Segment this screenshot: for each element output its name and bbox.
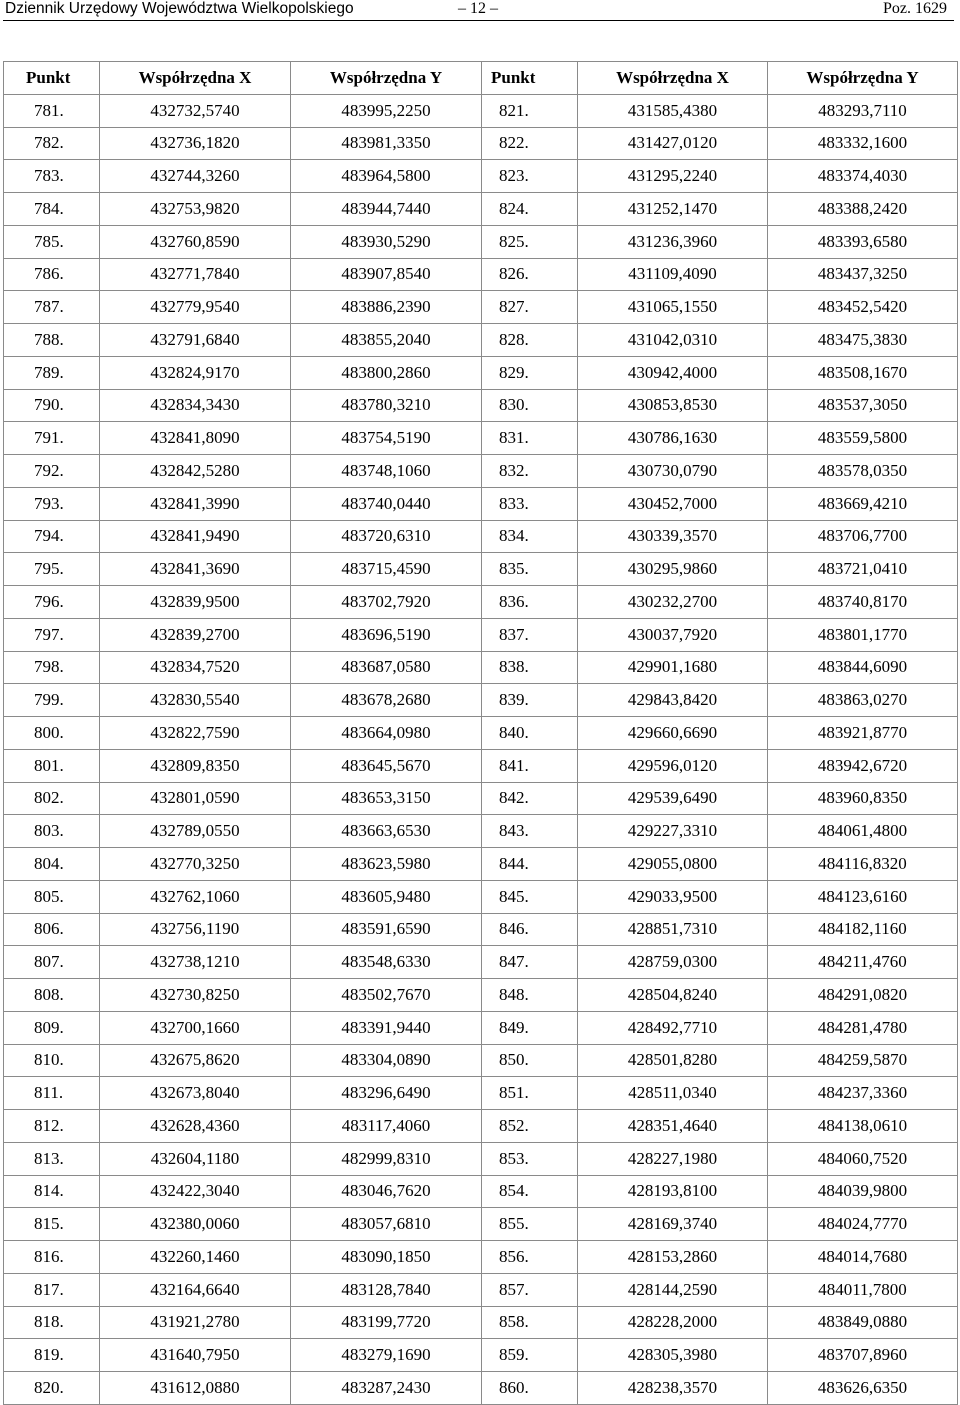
coord-x: 432756,1190 xyxy=(100,913,291,946)
point-number: 836. xyxy=(482,586,578,619)
coord-x: 431612,0880 xyxy=(100,1372,291,1405)
coord-x: 432422,3040 xyxy=(100,1175,291,1208)
coord-y: 484039,9800 xyxy=(768,1175,958,1208)
coord-y: 484281,4780 xyxy=(768,1011,958,1044)
point-number: 849. xyxy=(482,1011,578,1044)
coord-y: 483374,4030 xyxy=(768,160,958,193)
coord-y: 483475,3830 xyxy=(768,324,958,357)
point-number: 843. xyxy=(482,815,578,848)
table-row xyxy=(4,1142,958,1175)
table-header-row xyxy=(4,62,958,95)
point-number: 859. xyxy=(482,1339,578,1372)
coord-x: 431065,1550 xyxy=(578,291,768,324)
point-number: 792. xyxy=(4,455,100,488)
coord-x: 431585,4380 xyxy=(578,94,768,127)
point-number: 786. xyxy=(4,258,100,291)
header-point-2: Punkt xyxy=(482,62,578,95)
table-row xyxy=(4,1011,958,1044)
coord-y: 483669,4210 xyxy=(768,487,958,520)
coord-x: 432771,7840 xyxy=(100,258,291,291)
coord-x: 432700,1660 xyxy=(100,1011,291,1044)
table-row xyxy=(4,520,958,553)
coord-x: 430295,9860 xyxy=(578,553,768,586)
coord-x: 432841,3990 xyxy=(100,487,291,520)
point-number: 823. xyxy=(482,160,578,193)
coord-x: 432839,2700 xyxy=(100,618,291,651)
point-number: 832. xyxy=(482,455,578,488)
coord-y: 483057,6810 xyxy=(291,1208,482,1241)
point-number: 782. xyxy=(4,127,100,160)
point-number: 824. xyxy=(482,193,578,226)
coord-x: 432791,6840 xyxy=(100,324,291,357)
table-row xyxy=(4,782,958,815)
point-number: 829. xyxy=(482,356,578,389)
point-number: 853. xyxy=(482,1142,578,1175)
coord-y: 483559,5800 xyxy=(768,422,958,455)
coord-x: 431921,2780 xyxy=(100,1306,291,1339)
table-row xyxy=(4,848,958,881)
coord-x: 429033,9500 xyxy=(578,880,768,913)
coord-y: 483740,8170 xyxy=(768,586,958,619)
coord-y: 483605,9480 xyxy=(291,880,482,913)
table-row xyxy=(4,1077,958,1110)
coord-x: 430037,7920 xyxy=(578,618,768,651)
coord-y: 483537,3050 xyxy=(768,389,958,422)
coord-x: 432673,8040 xyxy=(100,1077,291,1110)
header-coord-y-1: Współrzędna Y xyxy=(291,62,482,95)
table-row xyxy=(4,946,958,979)
coord-x: 432762,1060 xyxy=(100,880,291,913)
coord-y: 483964,5800 xyxy=(291,160,482,193)
table-row xyxy=(4,1241,958,1274)
table-row xyxy=(4,1044,958,1077)
coord-y: 483128,7840 xyxy=(291,1273,482,1306)
coord-y: 483801,1770 xyxy=(768,618,958,651)
coord-y: 484116,8320 xyxy=(768,848,958,881)
coord-x: 432753,9820 xyxy=(100,193,291,226)
point-number: 791. xyxy=(4,422,100,455)
coord-x: 428305,3980 xyxy=(578,1339,768,1372)
coord-y: 483046,7620 xyxy=(291,1175,482,1208)
point-number: 851. xyxy=(482,1077,578,1110)
coord-x: 428511,0340 xyxy=(578,1077,768,1110)
table-row xyxy=(4,618,958,651)
coord-x: 432834,3430 xyxy=(100,389,291,422)
coord-x: 431236,3960 xyxy=(578,225,768,258)
coord-x: 432801,0590 xyxy=(100,782,291,815)
coord-y: 483944,7440 xyxy=(291,193,482,226)
coord-y: 484182,1160 xyxy=(768,913,958,946)
coord-y: 483748,1060 xyxy=(291,455,482,488)
coord-y: 483591,6590 xyxy=(291,913,482,946)
coord-x: 432738,1210 xyxy=(100,946,291,979)
point-number: 797. xyxy=(4,618,100,651)
point-number: 781. xyxy=(4,94,100,127)
point-number: 794. xyxy=(4,520,100,553)
coord-y: 484011,7800 xyxy=(768,1273,958,1306)
coord-y: 483578,0350 xyxy=(768,455,958,488)
table-row xyxy=(4,1306,958,1339)
coord-y: 483930,5290 xyxy=(291,225,482,258)
table-row xyxy=(4,684,958,717)
coord-x: 429055,0800 xyxy=(578,848,768,881)
point-number: 819. xyxy=(4,1339,100,1372)
coord-y: 484061,4800 xyxy=(768,815,958,848)
coord-x: 430232,2700 xyxy=(578,586,768,619)
coord-x: 428193,8100 xyxy=(578,1175,768,1208)
table-row xyxy=(4,1339,958,1372)
coord-x: 428759,0300 xyxy=(578,946,768,979)
table-row xyxy=(4,651,958,684)
coord-y: 483199,7720 xyxy=(291,1306,482,1339)
coord-y: 483844,6090 xyxy=(768,651,958,684)
coord-x: 432789,0550 xyxy=(100,815,291,848)
coord-x: 432841,3690 xyxy=(100,553,291,586)
coord-x: 431042,0310 xyxy=(578,324,768,357)
point-number: 806. xyxy=(4,913,100,946)
point-number: 803. xyxy=(4,815,100,848)
coord-x: 431295,2240 xyxy=(578,160,768,193)
coord-y: 483907,8540 xyxy=(291,258,482,291)
table-row xyxy=(4,193,958,226)
point-number: 800. xyxy=(4,717,100,750)
header-coord-x-2: Współrzędna X xyxy=(578,62,768,95)
coord-y: 483863,0270 xyxy=(768,684,958,717)
coord-y: 483687,0580 xyxy=(291,651,482,684)
point-number: 802. xyxy=(4,782,100,815)
coord-y: 483626,6350 xyxy=(768,1372,958,1405)
coord-y: 483721,0410 xyxy=(768,553,958,586)
coord-x: 430786,1630 xyxy=(578,422,768,455)
coord-y: 483678,2680 xyxy=(291,684,482,717)
point-number: 796. xyxy=(4,586,100,619)
coord-y: 483645,5670 xyxy=(291,749,482,782)
coord-y: 484060,7520 xyxy=(768,1142,958,1175)
table-row xyxy=(4,94,958,127)
point-number: 839. xyxy=(482,684,578,717)
point-number: 808. xyxy=(4,979,100,1012)
table-body xyxy=(4,94,958,1404)
coord-y: 483800,2860 xyxy=(291,356,482,389)
point-number: 846. xyxy=(482,913,578,946)
point-number: 840. xyxy=(482,717,578,750)
point-number: 799. xyxy=(4,684,100,717)
coord-y: 483942,6720 xyxy=(768,749,958,782)
coord-y: 483393,6580 xyxy=(768,225,958,258)
point-number: 830. xyxy=(482,389,578,422)
header-coord-y-2: Współrzędna Y xyxy=(768,62,958,95)
table-row xyxy=(4,324,958,357)
point-number: 789. xyxy=(4,356,100,389)
coord-y: 483960,8350 xyxy=(768,782,958,815)
coord-y: 483696,5190 xyxy=(291,618,482,651)
coord-x: 429227,3310 xyxy=(578,815,768,848)
page-number: – 12 – xyxy=(458,0,498,17)
point-number: 858. xyxy=(482,1306,578,1339)
table-row xyxy=(4,586,958,619)
coord-x: 431252,1470 xyxy=(578,193,768,226)
coord-x: 428501,8280 xyxy=(578,1044,768,1077)
table-row xyxy=(4,1110,958,1143)
coord-x: 432604,1180 xyxy=(100,1142,291,1175)
coordinates-table xyxy=(3,61,958,1405)
coord-x: 429660,6690 xyxy=(578,717,768,750)
point-number: 785. xyxy=(4,225,100,258)
coord-x: 430730,0790 xyxy=(578,455,768,488)
coord-y: 483663,6530 xyxy=(291,815,482,848)
coord-y: 483702,7920 xyxy=(291,586,482,619)
coord-x: 428153,2860 xyxy=(578,1241,768,1274)
coord-y: 483293,7110 xyxy=(768,94,958,127)
point-number: 812. xyxy=(4,1110,100,1143)
coord-x: 432842,5280 xyxy=(100,455,291,488)
point-number: 804. xyxy=(4,848,100,881)
coord-y: 483117,4060 xyxy=(291,1110,482,1143)
point-number: 811. xyxy=(4,1077,100,1110)
point-number: 852. xyxy=(482,1110,578,1143)
coord-x: 431109,4090 xyxy=(578,258,768,291)
point-number: 827. xyxy=(482,291,578,324)
point-number: 795. xyxy=(4,553,100,586)
coord-x: 429539,6490 xyxy=(578,782,768,815)
point-number: 820. xyxy=(4,1372,100,1405)
coord-x: 432744,3260 xyxy=(100,160,291,193)
coord-y: 484237,3360 xyxy=(768,1077,958,1110)
coord-x: 432675,8620 xyxy=(100,1044,291,1077)
coord-y: 484138,0610 xyxy=(768,1110,958,1143)
coord-x: 428228,2000 xyxy=(578,1306,768,1339)
point-number: 805. xyxy=(4,880,100,913)
coord-y: 483304,0890 xyxy=(291,1044,482,1077)
coord-y: 483502,7670 xyxy=(291,979,482,1012)
coord-y: 483296,6490 xyxy=(291,1077,482,1110)
point-number: 833. xyxy=(482,487,578,520)
coord-y: 482999,8310 xyxy=(291,1142,482,1175)
coord-x: 432730,8250 xyxy=(100,979,291,1012)
coord-x: 429901,1680 xyxy=(578,651,768,684)
point-number: 825. xyxy=(482,225,578,258)
coord-x: 428227,1980 xyxy=(578,1142,768,1175)
table-row xyxy=(4,815,958,848)
page-header xyxy=(0,0,960,22)
table-row xyxy=(4,422,958,455)
coord-y: 483981,3350 xyxy=(291,127,482,160)
point-number: 828. xyxy=(482,324,578,357)
point-number: 787. xyxy=(4,291,100,324)
coord-x: 432830,5540 xyxy=(100,684,291,717)
point-number: 850. xyxy=(482,1044,578,1077)
header-coord-x-1: Współrzędna X xyxy=(100,62,291,95)
coord-y: 483707,8960 xyxy=(768,1339,958,1372)
coord-x: 431640,7950 xyxy=(100,1339,291,1372)
table-row xyxy=(4,1175,958,1208)
point-number: 837. xyxy=(482,618,578,651)
point-number: 845. xyxy=(482,880,578,913)
coord-x: 432164,6640 xyxy=(100,1273,291,1306)
coord-x: 432770,3250 xyxy=(100,848,291,881)
table-row xyxy=(4,749,958,782)
coord-x: 432841,8090 xyxy=(100,422,291,455)
point-number: 784. xyxy=(4,193,100,226)
coord-y: 484014,7680 xyxy=(768,1241,958,1274)
coord-y: 484123,6160 xyxy=(768,880,958,913)
coord-x: 432260,1460 xyxy=(100,1241,291,1274)
point-number: 801. xyxy=(4,749,100,782)
coord-x: 432732,5740 xyxy=(100,94,291,127)
point-number: 855. xyxy=(482,1208,578,1241)
point-number: 838. xyxy=(482,651,578,684)
coord-x: 432839,9500 xyxy=(100,586,291,619)
table-row xyxy=(4,160,958,193)
coord-x: 432736,1820 xyxy=(100,127,291,160)
coord-x: 432841,9490 xyxy=(100,520,291,553)
coord-y: 483508,1670 xyxy=(768,356,958,389)
point-number: 813. xyxy=(4,1142,100,1175)
table-row xyxy=(4,291,958,324)
coord-y: 483754,5190 xyxy=(291,422,482,455)
coord-y: 483548,6330 xyxy=(291,946,482,979)
coord-x: 428144,2590 xyxy=(578,1273,768,1306)
coord-x: 428238,3570 xyxy=(578,1372,768,1405)
point-number: 844. xyxy=(482,848,578,881)
coord-y: 483279,1690 xyxy=(291,1339,482,1372)
table-row xyxy=(4,553,958,586)
table-row xyxy=(4,1208,958,1241)
point-number: 854. xyxy=(482,1175,578,1208)
coord-y: 483921,8770 xyxy=(768,717,958,750)
coord-y: 483090,1850 xyxy=(291,1241,482,1274)
coord-y: 483720,6310 xyxy=(291,520,482,553)
point-number: 826. xyxy=(482,258,578,291)
coord-y: 484291,0820 xyxy=(768,979,958,1012)
table-row xyxy=(4,455,958,488)
coord-y: 483706,7700 xyxy=(768,520,958,553)
point-number: 809. xyxy=(4,1011,100,1044)
coord-y: 483653,3150 xyxy=(291,782,482,815)
coord-x: 428851,7310 xyxy=(578,913,768,946)
coord-y: 483391,9440 xyxy=(291,1011,482,1044)
point-number: 842. xyxy=(482,782,578,815)
table-row xyxy=(4,389,958,422)
point-number: 798. xyxy=(4,651,100,684)
coord-y: 483780,3210 xyxy=(291,389,482,422)
item-position: Poz. 1629 xyxy=(883,0,947,17)
coord-x: 428351,4640 xyxy=(578,1110,768,1143)
table-row xyxy=(4,1273,958,1306)
coord-x: 430853,8530 xyxy=(578,389,768,422)
point-number: 793. xyxy=(4,487,100,520)
coord-x: 430452,7000 xyxy=(578,487,768,520)
table-row xyxy=(4,717,958,750)
coord-y: 483388,2420 xyxy=(768,193,958,226)
coord-y: 484211,4760 xyxy=(768,946,958,979)
point-number: 810. xyxy=(4,1044,100,1077)
coord-y: 483452,5420 xyxy=(768,291,958,324)
coord-y: 483886,2390 xyxy=(291,291,482,324)
coord-x: 432824,9170 xyxy=(100,356,291,389)
table-row xyxy=(4,258,958,291)
coord-y: 483849,0880 xyxy=(768,1306,958,1339)
point-number: 848. xyxy=(482,979,578,1012)
table-row xyxy=(4,127,958,160)
table-row xyxy=(4,225,958,258)
point-number: 831. xyxy=(482,422,578,455)
coord-x: 432380,0060 xyxy=(100,1208,291,1241)
point-number: 783. xyxy=(4,160,100,193)
coord-y: 483664,0980 xyxy=(291,717,482,750)
header-rule xyxy=(3,20,954,21)
coord-y: 484259,5870 xyxy=(768,1044,958,1077)
point-number: 821. xyxy=(482,94,578,127)
point-number: 815. xyxy=(4,1208,100,1241)
coord-x: 432834,7520 xyxy=(100,651,291,684)
point-number: 835. xyxy=(482,553,578,586)
coord-y: 483715,4590 xyxy=(291,553,482,586)
table-row xyxy=(4,979,958,1012)
point-number: 817. xyxy=(4,1273,100,1306)
point-number: 822. xyxy=(482,127,578,160)
table-row xyxy=(4,913,958,946)
point-number: 818. xyxy=(4,1306,100,1339)
point-number: 856. xyxy=(482,1241,578,1274)
coord-x: 429843,8420 xyxy=(578,684,768,717)
coord-x: 428504,8240 xyxy=(578,979,768,1012)
coord-x: 428492,7710 xyxy=(578,1011,768,1044)
coord-x: 429596,0120 xyxy=(578,749,768,782)
table-row xyxy=(4,356,958,389)
coord-y: 483623,5980 xyxy=(291,848,482,881)
coord-x: 431427,0120 xyxy=(578,127,768,160)
point-number: 857. xyxy=(482,1273,578,1306)
point-number: 847. xyxy=(482,946,578,979)
coord-y: 483332,1600 xyxy=(768,127,958,160)
coord-x: 432809,8350 xyxy=(100,749,291,782)
point-number: 814. xyxy=(4,1175,100,1208)
coord-x: 430339,3570 xyxy=(578,520,768,553)
point-number: 816. xyxy=(4,1241,100,1274)
coord-y: 483855,2040 xyxy=(291,324,482,357)
coord-x: 428169,3740 xyxy=(578,1208,768,1241)
table-row xyxy=(4,880,958,913)
coord-y: 483740,0440 xyxy=(291,487,482,520)
point-number: 790. xyxy=(4,389,100,422)
coord-y: 483437,3250 xyxy=(768,258,958,291)
coord-y: 483995,2250 xyxy=(291,94,482,127)
point-number: 834. xyxy=(482,520,578,553)
point-number: 841. xyxy=(482,749,578,782)
coord-x: 430942,4000 xyxy=(578,356,768,389)
coord-x: 432760,8590 xyxy=(100,225,291,258)
point-number: 807. xyxy=(4,946,100,979)
coord-x: 432822,7590 xyxy=(100,717,291,750)
coord-y: 483287,2430 xyxy=(291,1372,482,1405)
point-number: 788. xyxy=(4,324,100,357)
coord-x: 432628,4360 xyxy=(100,1110,291,1143)
header-point-1: Punkt xyxy=(4,62,100,95)
journal-title: Dziennik Urzędowy Województwa Wielkopolskiego xyxy=(5,0,354,17)
coord-x: 432779,9540 xyxy=(100,291,291,324)
point-number: 860. xyxy=(482,1372,578,1405)
table-row xyxy=(4,1372,958,1405)
table-row xyxy=(4,487,958,520)
coord-y: 484024,7770 xyxy=(768,1208,958,1241)
